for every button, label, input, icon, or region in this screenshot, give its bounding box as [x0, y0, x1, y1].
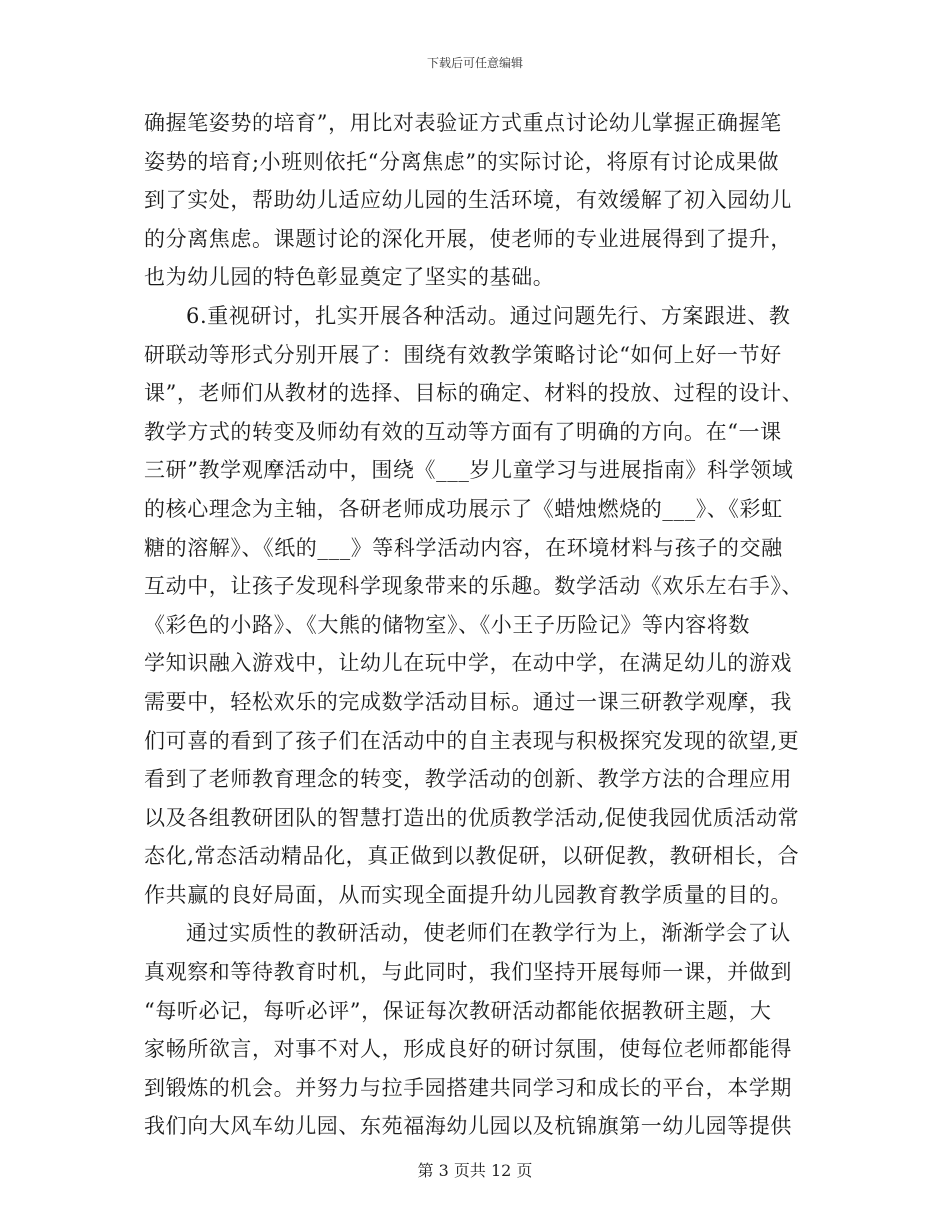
text-line: 三研”教学观摩活动中，围绕《___岁儿童学习与进展指南》科学领域: [144, 458, 794, 483]
text-line: 互动中，让孩子发现科学现象带来的乐趣。数学活动《欢乐左右手》、: [144, 574, 804, 599]
text-line: 态化,常态活动精品化，真正做到以教促研，以研促教，教研相长，合: [144, 844, 800, 869]
paragraph-first-line: 6.重视研讨，扎实开展各种活动。通过问题先行、方案跟进、教: [186, 303, 791, 328]
text-line: “每听必记，每听必评”，保证每次教研活动都能依据教研主题，大: [144, 998, 772, 1023]
text-line: 学知识融入游戏中，让幼儿在玩中学，在动中学，在满足幼儿的游戏: [144, 651, 792, 676]
text-line: 糖的溶解》、《纸的___》等科学活动内容，在环境材料与孩子的交融: [144, 535, 783, 560]
text-line: 的核心理念为主轴，各研老师成功展示了《蜡烛燃烧的___》、《彩虹: [144, 496, 783, 521]
text-line: 作共赢的良好局面，从而实现全面提升幼儿园教育教学质量的目的。: [144, 882, 792, 907]
text-line: 课”，老师们从教材的选择、目标的确定、材料的投放、过程的设计、: [144, 381, 804, 406]
text-line: 真观察和等待教育时机，与此同时，我们坚持开展每师一课，并做到: [144, 960, 792, 985]
text-line: 们可喜的看到了孩子们在活动中的自主表现与积极探究发现的欲望,更: [144, 728, 800, 753]
text-line: 教学方式的转变及师幼有效的互动等方面有了明确的方向。在“一课: [144, 419, 782, 444]
page-header: 下载后可任意编辑: [426, 56, 523, 70]
text-line: 到了实处，帮助幼儿适应幼儿园的生活环境，有效缓解了初入园幼儿: [144, 188, 792, 213]
text-line: 的分离焦虑。课题讨论的深化开展，使老师的专业进展得到了提升，: [144, 226, 792, 251]
text-line: 我们向大风车幼儿园、东苑福海幼儿园以及杭锦旗第一幼儿园等提供: [144, 1114, 792, 1139]
document-body: [144, 104, 806, 1146]
text-line: 也为幼儿园的特色彰显奠定了坚实的基础。: [144, 265, 555, 290]
text-line: 《彩色的小路》、《大熊的储物室》、《小王子历险记》等内容将数: [144, 612, 750, 637]
paragraph-first-line: 通过实质性的教研活动，使老师们在教学行为上，渐渐学会了认: [186, 921, 791, 946]
text-line: 家畅所欲言，对事不对人，形成良好的研讨氛围，使每位老师都能得: [144, 1037, 792, 1062]
text-line: 确握笔姿势的培育”，用比对表验证方式重点讨论幼儿掌握正确握笔: [144, 111, 782, 135]
text-line: 以及各组教研团队的智慧打造出的优质教学活动,促使我园优质活动常: [144, 805, 800, 830]
text-line: 研联动等形式分别开展了：围绕有效教学策略讨论“如何上好一节好: [144, 342, 782, 367]
page-number: 第 3 页共 12 页: [417, 1161, 533, 1180]
text-line: 看到了老师教育理念的转变，教学活动的创新、教学方法的合理应用: [144, 767, 792, 792]
text-line: 需要中，轻松欢乐的完成数学活动目标。通过一课三研教学观摩，我: [144, 689, 792, 714]
text-line: 姿势的培育;小班则依托“分离焦虑”的实际讨论，将原有讨论成果做: [144, 149, 780, 174]
text-line: 到锻炼的机会。并努力与拉手园搭建共同学习和成长的平台，本学期: [144, 1075, 792, 1100]
